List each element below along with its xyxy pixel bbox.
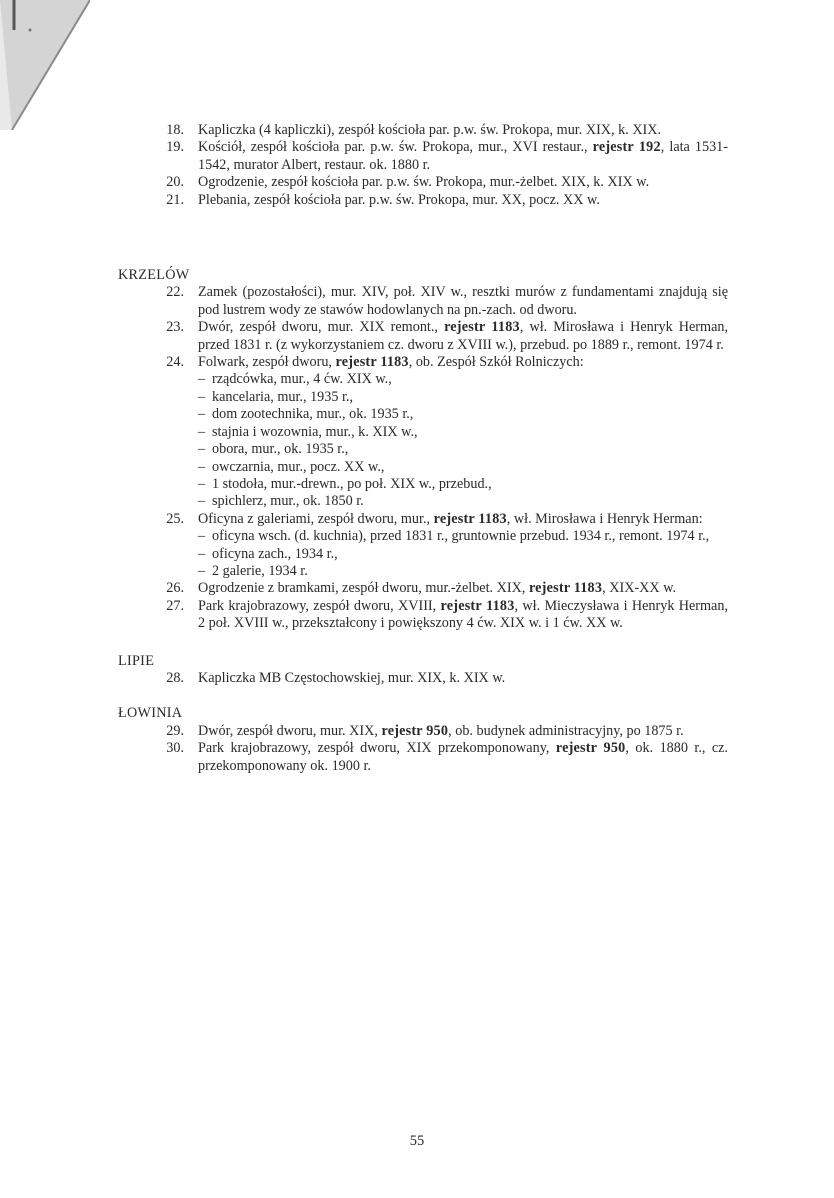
sub-list-item: – dom zootechnika, mur., ok. 1935 r., — [198, 406, 414, 423]
sub-list-item: – 1 stodoła, mur.-drewn., po poł. XIX w., przebud., — [198, 475, 492, 492]
list-item — [118, 580, 728, 597]
item-text: Ogrodzenie z bramkami, zespół dworu, mur.-żelbet. XIX, rejestr 1183, XIX-XX w. — [198, 580, 677, 597]
sub-list-item: – owczarnia, mur., pocz. XX w., — [198, 458, 385, 475]
list-item — [118, 354, 728, 511]
item-text: Dwór, zespół dworu, mur. XIX remont., rejestr 1183, wł. Mirosława i Henryk Herman, przed 1831 r. (z wykorzystaniem cz. dworu z XVIII w.), przebud. po 1889 r., remont. 1974 r. — [198, 319, 729, 353]
list-item — [118, 511, 728, 581]
item-number: 28. — [166, 669, 184, 686]
item-number: 27. — [166, 597, 184, 614]
section-heading-lowinia: ŁOWINIA — [118, 705, 183, 722]
item-text: Zamek (pozostałości), mur. XIV, poł. XIV w., resztki murów z fundamentami znajdują się pod lustrem wody ze stawów hodowlanych na pn.-zach. od dworu. — [198, 284, 728, 318]
register-number: rejestr 1183 — [335, 354, 409, 371]
sub-list-item: – 2 galerie, 1934 r. — [198, 562, 308, 579]
item-text: Park krajobrazowy, zespół dworu, XIX przekomponowany, rejestr 950, ok. 1880 r., cz. przekomponowany ok. 1900 r. — [198, 740, 728, 774]
register-number: rejestr 1183 — [528, 580, 603, 597]
item-number: 21. — [166, 191, 184, 208]
item-number: 19. — [166, 139, 184, 156]
list-item — [118, 192, 728, 209]
list-item — [118, 598, 728, 633]
register-number: rejestr 950 — [555, 740, 626, 757]
item-text: Park krajobrazowy, zespół dworu, XVIII, rejestr 1183, wł. Mieczysława i Henryk Herman, 2 poł. XVIII w., przekształcony i powiększony 4 ćw. XIX w. i 1 ćw. XX w. — [198, 597, 728, 632]
sub-list — [198, 528, 728, 580]
item-text: Oficyna z galeriami, zespół dworu, mur., rejestr 1183, wł. Mirosława i Henryk Herman: – oficyna wsch. (d. kuchnia), przed 1831 r., gruntownie przebud. 1934 r., remont. 1974 r., – oficyna zach., 1934 r., – 2 galerie, 1934 r. — [198, 511, 728, 581]
list-item — [118, 740, 728, 775]
document-content — [118, 122, 728, 775]
item-number: 25. — [166, 510, 184, 527]
list-item — [118, 319, 728, 354]
list-item — [118, 670, 728, 687]
sub-list-item: – oficyna wsch. (d. kuchnia), przed 1831 r., gruntownie przebud. 1934 r., remont. 1974 r., — [198, 528, 710, 545]
item-text: Kapliczka (4 kapliczki), zespół kościoła par. p.w. św. Prokopa, mur. XIX, k. XIX. — [198, 122, 662, 138]
item-number: 20. — [166, 174, 184, 191]
register-number: rejestr 1183 — [433, 510, 507, 527]
sub-list — [198, 371, 728, 510]
sub-list-item: – oficyna zach., 1934 r., — [198, 545, 338, 562]
list-item — [118, 284, 728, 319]
item-text: Kościół, zespół kościoła par. p.w. św. Prokopa, mur., XVI restaur., rejestr 192, lata 1531-1542, murator Albert, restaur. ok. 1880 r. — [198, 139, 728, 173]
item-number: 22. — [166, 284, 184, 301]
list-item — [118, 122, 728, 139]
register-number: rejestr 192 — [592, 139, 661, 156]
item-text: Dwór, zespół dworu, mur. XIX, rejestr 950, ob. budynek administracyjny, po 1875 r. — [198, 722, 684, 739]
section-heading-lipie: LIPIE — [118, 652, 155, 669]
sub-list-item: – kancelaria, mur., 1935 r., — [198, 388, 354, 405]
item-number: 18. — [166, 122, 184, 138]
list-item — [118, 139, 728, 174]
register-number: rejestr 950 — [381, 722, 449, 739]
folded-corner-mark — [0, 0, 90, 130]
sub-list-item: – rządcówka, mur., 4 ćw. XIX w., — [198, 371, 392, 388]
list-item — [118, 723, 728, 740]
item-number: 26. — [166, 580, 184, 597]
sub-list-item: – spichlerz, mur., ok. 1850 r. — [198, 493, 364, 510]
item-number: 30. — [166, 740, 184, 757]
sub-list-item: – obora, mur., ok. 1935 r., — [198, 441, 349, 458]
item-number: 24. — [166, 354, 184, 371]
item-text: Kapliczka MB Częstochowskiej, mur. XIX, k. XIX w. — [198, 669, 506, 686]
register-number: rejestr 1183 — [444, 319, 520, 336]
sub-list-item: – stajnia i wozownia, mur., k. XIX w., — [198, 423, 418, 440]
list-item — [118, 174, 728, 191]
item-number: 23. — [166, 319, 184, 336]
item-text: Plebania, zespół kościoła par. p.w. św. Prokopa, mur. XX, pocz. XX w. — [198, 191, 600, 208]
register-number: rejestr 1183 — [440, 597, 515, 614]
page-number: 55 — [409, 1133, 425, 1149]
section-heading-krzelow: KRZELÓW — [118, 267, 190, 284]
item-text: Folwark, zespół dworu, rejestr 1183, ob. Zespół Szkół Rolniczych: – rządcówka, mur., 4 ćw. XIX w., – kancelaria, mur., 1935 r., – dom zootechnika, mur., ok. 1935 r., – stajnia i wozownia, mur., k. XIX w., – obora, mur., ok. 1935 r., – owczarnia, mur., pocz. XX w., – 1 stodoła, mur.-drewn., po poł. XIX w., przebud., – spichlerz, mur., ok. 1850 r. — [198, 354, 728, 511]
item-number: 29. — [166, 722, 184, 739]
item-text: Ogrodzenie, zespół kościoła par. p.w. św. Prokopa, mur.-żelbet. XIX, k. XIX w. — [198, 174, 650, 191]
